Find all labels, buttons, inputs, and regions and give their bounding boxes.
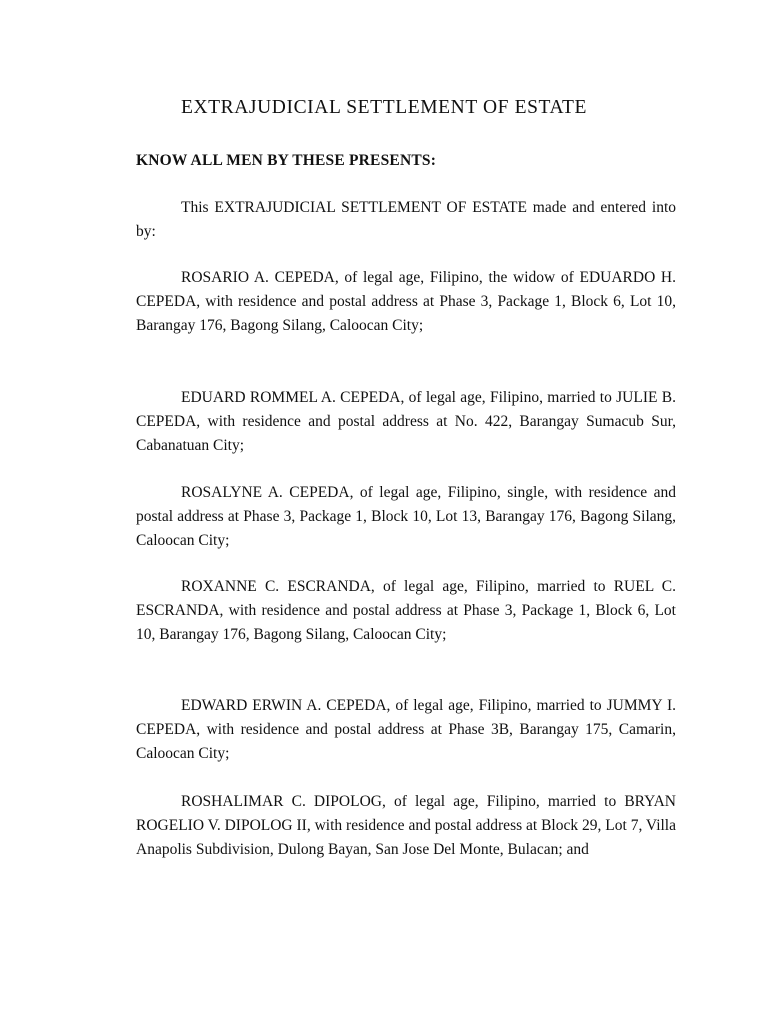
party-paragraph-rosario: ROSARIO A. CEPEDA, of legal age, Filipino, the widow of EDUARDO H. CEPEDA, with residence and postal address at Phase 3, Package 1, Block 6, Lot 10, Barangay 176, Bagong Silang, Caloocan City; [136,269,676,334]
document-title: EXTRAJUDICIAL SETTLEMENT OF ESTATE [180,97,588,118]
party-paragraph-rosalyne: ROSALYNE A. CEPEDA, of legal age, Filipino, single, with residence and postal address at Phase 3, Package 1, Block 10, Lot 13, Barangay 176, Bagong Silang, Caloocan City; [136,484,676,549]
opening-line: KNOW ALL MEN BY THESE PRESENTS: [136,152,437,169]
party-paragraph-edward-erwin: EDWARD ERWIN A. CEPEDA, of legal age, Filipino, married to JUMMY I. CEPEDA, with residence and postal address at Phase 3B, Barangay 175, Camarin, Caloocan City; [136,697,676,762]
party-paragraph-roshalimar: ROSHALIMAR C. DIPOLOG, of legal age, Filipino, married to BRYAN ROGELIO V. DIPOLOG II, with residence and postal address at Block 29, Lot 7, Villa Anapolis Subdivision, Dulong Bayan, San Jose Del Monte, Bulacan; and [136,793,676,858]
party-paragraph-eduard-rommel: EDUARD ROMMEL A. CEPEDA, of legal age, Filipino, married to JULIE B. CEPEDA, with residence and postal address at No. 422, Barangay Sumacub Sur, Cabanatuan City; [136,389,676,454]
intro-paragraph: This EXTRAJUDICIAL SETTLEMENT OF ESTATE made and entered into by: [136,199,676,240]
party-paragraph-roxanne: ROXANNE C. ESCRANDA, of legal age, Filipino, married to RUEL C. ESCRANDA, with residence and postal address at Phase 3, Package 1, Block 6, Lot 10, Barangay 176, Bagong Silang, Caloocan City; [136,578,676,643]
